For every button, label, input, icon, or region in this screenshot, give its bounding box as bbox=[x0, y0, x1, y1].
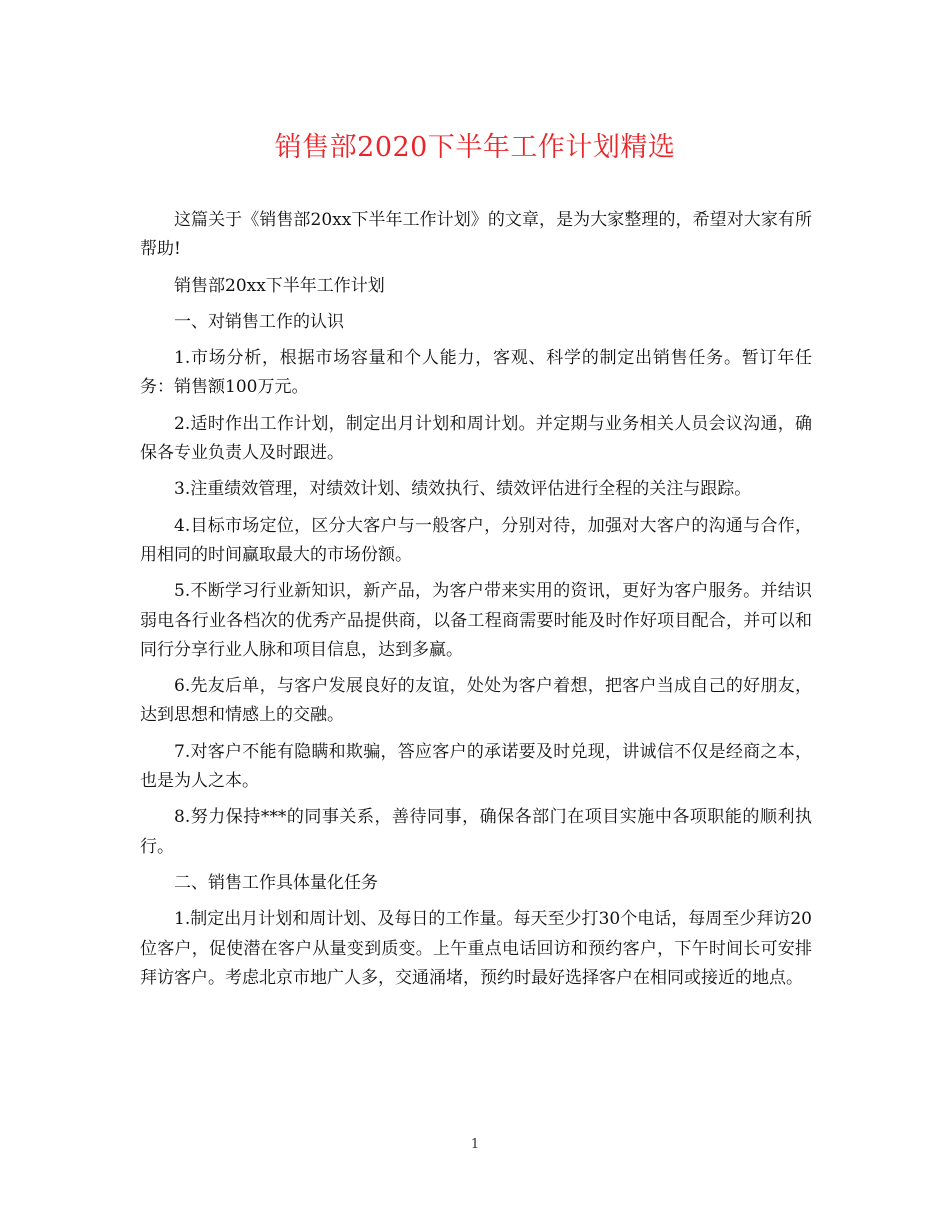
section-heading-1: 一、对销售工作的认识 bbox=[174, 311, 344, 332]
page-number: 1 bbox=[470, 1137, 480, 1152]
paragraph-item-1-1: 1.市场分析，根据市场容量和个人能力，客观、科学的制定出销售任务。暂订年任务：销售额100万元。 bbox=[140, 348, 812, 398]
document-title: 销售部2020下半年工作计划精选 bbox=[274, 132, 676, 163]
paragraph-item-1-8: 8.努力保持***的同事关系，善待同事，确保各部门在项目实施中各项职能的顺利执行。 bbox=[140, 807, 812, 857]
paragraph-intro: 这篇关于《销售部20xx下半年工作计划》的文章，是为大家整理的，希望对大家有所帮助! bbox=[140, 210, 812, 260]
paragraph-subtitle: 销售部20xx下半年工作计划 bbox=[174, 275, 385, 296]
section-heading-2: 二、销售工作具体量化任务 bbox=[174, 872, 378, 893]
paragraph-item-2-1: 1.制定出月计划和周计划、及每日的工作量。每天至少打30个电话，每周至少拜访20位客户，促使潜在客户从量变到质变。上午重点电话回访和预约客户，下午时间长可安排拜访客户。考虑北京市地广人多，交通涌堵，预约时最好选择客户在相同或接近的地点。 bbox=[140, 909, 812, 988]
paragraph-item-1-2: 2.适时作出工作计划，制定出月计划和周计划。并定期与业务相关人员会议沟通，确保各专业负责人及时跟进。 bbox=[140, 413, 812, 464]
paragraph-item-1-3: 3.注重绩效管理，对绩效计划、绩效执行、绩效评估进行全程的关注与跟踪。 bbox=[174, 479, 752, 500]
paragraph-item-1-6: 6.先友后单，与客户发展良好的友谊，处处为客户着想，把客户当成自己的好朋友，达到思想和情感上的交融。 bbox=[140, 676, 812, 726]
document-body bbox=[140, 206, 812, 1000]
paragraph-item-1-7: 7.对客户不能有隐瞒和欺骗，答应客户的承诺要及时兑现，讲诚信不仅是经商之本，也是为人之本。 bbox=[140, 741, 812, 792]
paragraph-item-1-4: 4.目标市场定位，区分大客户与一般客户，分别对待，加强对大客户的沟通与合作，用相同的时间赢取最大的市场份额。 bbox=[140, 515, 812, 565]
paragraph-item-1-5: 5.不断学习行业新知识，新产品，为客户带来实用的资讯，更好为客户服务。并结识弱电各行业各档次的优秀产品提供商，以备工程商需要时能及时作好项目配合，并可以和同行分享行业人脉和项目信息，达到多赢。 bbox=[140, 581, 812, 660]
